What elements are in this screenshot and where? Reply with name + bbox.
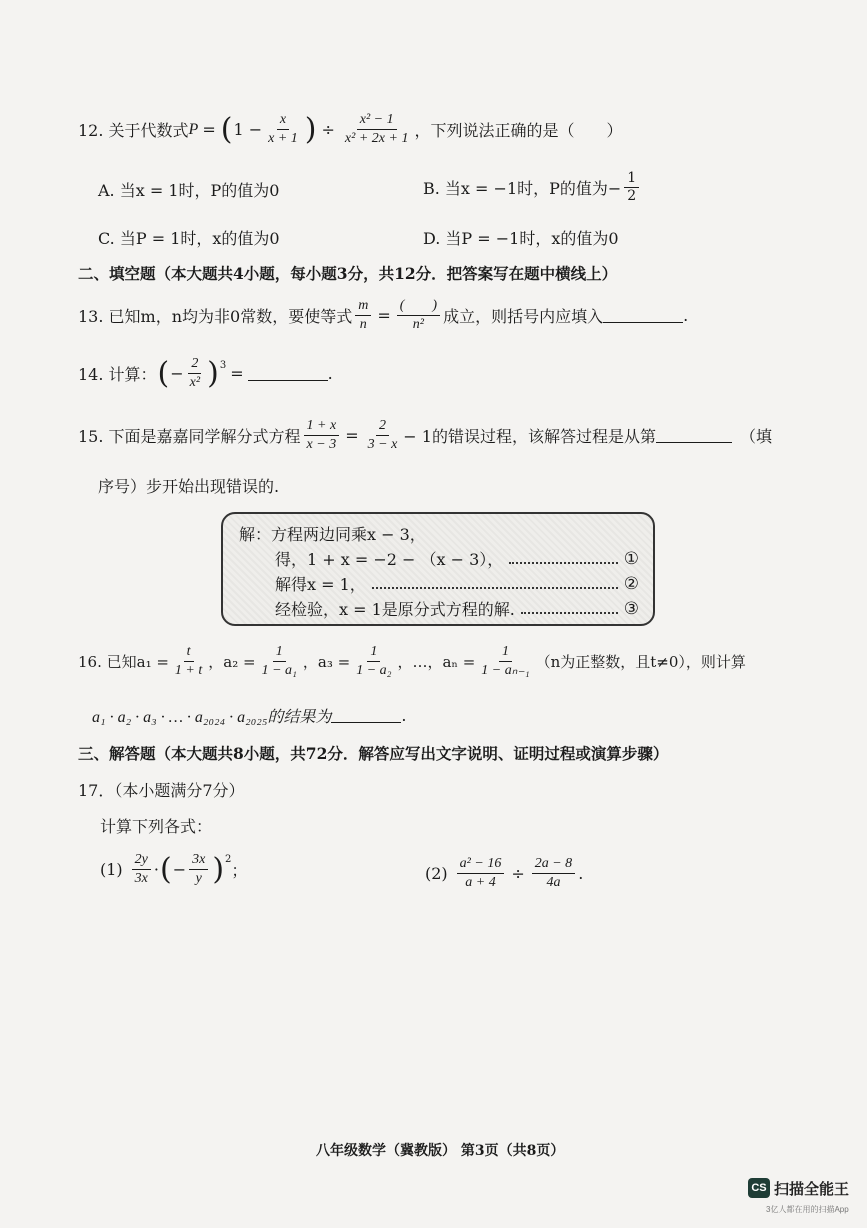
q15-stem bbox=[78, 418, 772, 453]
q13-frac-2 bbox=[397, 298, 440, 333]
q12-f2-num: x² − 1 bbox=[357, 112, 397, 130]
q14-neg: − bbox=[170, 364, 184, 384]
q13-frac-1 bbox=[355, 298, 371, 333]
section-2-title: 二、填空题（本大题共4小题，每小题3分，共12分．把答案写在题中横线上） bbox=[78, 264, 618, 283]
q15-frac-1 bbox=[304, 418, 340, 453]
q13-stem bbox=[78, 298, 688, 333]
q17-p2-frac-1 bbox=[457, 856, 505, 891]
q12-option-b-num: 1 bbox=[624, 170, 639, 188]
q12-frac-2 bbox=[342, 112, 412, 147]
q16-a3: ，a₃ = bbox=[302, 653, 351, 672]
section-3-title: 三、解答题（本大题共8小题，共72分．解答应写出文字说明、证明过程或演算步骤） bbox=[78, 744, 669, 763]
q14-exp: 3 bbox=[219, 360, 227, 371]
q13-f1-num: m bbox=[355, 298, 371, 316]
q15-tail2: （填 bbox=[739, 427, 772, 447]
q16-frac-4 bbox=[478, 644, 532, 679]
q17-p1-neg: − bbox=[172, 860, 187, 880]
q16-f3-den: 1 − a₂ bbox=[356, 662, 392, 678]
q16-an: ，…，aₙ = bbox=[397, 653, 476, 672]
q16-line2-text: a₁ · a₂ · a₃ · … · a₂₀₂₄ · a₂₀₂₅的结果为 bbox=[92, 709, 332, 726]
q17-p2-f1-num: a² − 16 bbox=[457, 856, 505, 874]
step-marker-1: ① bbox=[623, 548, 639, 569]
q13-f2-den: n² bbox=[412, 316, 424, 332]
solution-line-1 bbox=[239, 522, 426, 545]
q12-option-b bbox=[423, 170, 642, 205]
q15-eq: = bbox=[345, 426, 359, 446]
q12-tail: ，下列说法正确的是（ ） bbox=[414, 121, 623, 141]
q12-option-b-frac bbox=[624, 170, 639, 205]
q12-f1-den: x + 1 bbox=[268, 130, 298, 146]
q14-f-num: 2 bbox=[188, 356, 201, 374]
q12-div: ÷ bbox=[321, 120, 335, 140]
q12-f1-num: x bbox=[277, 112, 289, 130]
camscanner-logo-icon: CS bbox=[748, 1178, 770, 1198]
q13-answer-blank[interactable] bbox=[603, 308, 683, 323]
q15-frac-2 bbox=[365, 418, 401, 453]
solution-line-4-text: 经检验，x = 1是原分式方程的解. bbox=[275, 600, 515, 619]
q17-p1-dot: · bbox=[153, 860, 159, 880]
q17-p1-f2-num: 3x bbox=[189, 852, 208, 870]
q14-lead: 14. 计算： bbox=[78, 365, 157, 385]
q16-answer-blank[interactable] bbox=[331, 708, 401, 723]
q17-part-2-label: (2) bbox=[425, 864, 448, 884]
q16-stem bbox=[78, 644, 746, 679]
q12-eq: = bbox=[202, 120, 216, 140]
q16-lead: 16. 已知a₁ = bbox=[78, 653, 169, 672]
q17-part-1-label: (1) bbox=[100, 860, 123, 880]
q14-f-den: x² bbox=[189, 374, 201, 390]
q15-line2: 序号）步开始出现错误的. bbox=[98, 477, 280, 496]
q16-f3-num: 1 bbox=[367, 644, 380, 662]
page-footer: 八年级数学（冀教版） 第3页（共8页） bbox=[316, 1143, 565, 1159]
q12-option-b-text: B. 当x = −1时，P的值为− bbox=[423, 179, 622, 199]
q17-part-2 bbox=[425, 856, 583, 891]
q16-a2: ，a₂ = bbox=[208, 653, 256, 672]
right-paren: ) bbox=[304, 111, 317, 147]
q17-p1-f1-den: 3x bbox=[134, 870, 148, 886]
q16-f1-den: 1 + t bbox=[174, 662, 203, 678]
q12-f2-den: x² + 2x + 1 bbox=[344, 130, 409, 146]
q17-p2-f1-den: a + 4 bbox=[465, 874, 496, 890]
step-marker-2: ② bbox=[623, 573, 639, 594]
q15-answer-blank[interactable] bbox=[656, 428, 732, 443]
solution-line-1-text: 解：方程两边同乘x − 3， bbox=[239, 525, 426, 544]
q14-answer-blank[interactable] bbox=[248, 366, 328, 381]
q12-frac-1 bbox=[265, 112, 301, 147]
q17-instruction: 计算下列各式： bbox=[100, 817, 213, 836]
q15-f2-den: 3 − x bbox=[367, 436, 398, 452]
q12-option-c: C. 当P = 1时，x的值为0 bbox=[98, 229, 280, 248]
q12-option-b-den: 2 bbox=[627, 187, 637, 204]
q17-p1-f2-den: y bbox=[195, 870, 202, 886]
left-paren: ( bbox=[157, 355, 170, 391]
q15-f1-num: 1 + x bbox=[304, 418, 340, 436]
q17-p1-f1-num: 2y bbox=[132, 852, 151, 870]
right-paren: ) bbox=[212, 851, 225, 887]
q16-tail: （n为正整数，且t≠0），则计算 bbox=[535, 653, 746, 672]
q17-head: 17．（本小题满分7分） bbox=[78, 781, 245, 800]
q16-f4-num: 1 bbox=[499, 644, 512, 662]
dotted-leader bbox=[521, 612, 618, 614]
q17-p1-frac-2 bbox=[189, 852, 208, 887]
solution-line-3 bbox=[275, 572, 639, 595]
solution-line-2 bbox=[275, 547, 639, 570]
q13-tail: 成立，则括号内应填入 bbox=[443, 307, 604, 327]
left-paren: ( bbox=[220, 111, 233, 147]
q17-p1-frac-1 bbox=[132, 852, 151, 887]
q13-eq: = bbox=[377, 306, 391, 326]
q16-frac-1 bbox=[172, 644, 205, 679]
q12-lead: 12. 关于代数式 bbox=[78, 121, 189, 141]
q12-P: P bbox=[188, 120, 199, 138]
q16-frac-3 bbox=[353, 644, 394, 679]
q13-lead: 13. 已知m，n均为非0常数，要使等式 bbox=[78, 307, 353, 327]
q16-frac-2 bbox=[259, 644, 300, 679]
solution-line-2-text: 得，1 + x = −2 − （x − 3）， bbox=[275, 550, 504, 569]
step-marker-3: ③ bbox=[623, 598, 639, 619]
q12-option-a: A. 当x = 1时，P的值为0 bbox=[98, 181, 280, 200]
solution-line-3-text: 解得x = 1， bbox=[275, 575, 366, 594]
q12-option-d: D. 当P = −1时，x的值为0 bbox=[423, 229, 619, 248]
q17-p2-f2-num: 2a − 8 bbox=[532, 856, 575, 874]
q17-p2-div: ÷ bbox=[511, 864, 525, 884]
q17-p2-f2-den: 4a bbox=[546, 874, 561, 890]
dotted-leader bbox=[509, 562, 617, 564]
right-paren: ) bbox=[207, 355, 219, 391]
q16-f1-num: t bbox=[184, 644, 194, 662]
q13-f1-den: n bbox=[359, 316, 367, 332]
watermark-brand: 扫描全能王 bbox=[774, 1181, 850, 1198]
q14-end: . bbox=[327, 364, 333, 384]
q16-f2-num: 1 bbox=[273, 644, 286, 662]
solution-line-4 bbox=[275, 597, 639, 620]
q15-f2-num: 2 bbox=[376, 418, 389, 436]
left-paren: ( bbox=[159, 851, 172, 887]
q14-stem bbox=[78, 356, 333, 391]
q15-lead: 15. 下面是嘉嘉同学解分式方程 bbox=[78, 427, 301, 447]
q16-line2 bbox=[92, 704, 407, 727]
q14-eq: = bbox=[230, 364, 244, 384]
q12-one-minus: 1 − bbox=[233, 120, 263, 140]
q17-p1-exp: 2 bbox=[225, 854, 232, 865]
q15-f1-den: x − 3 bbox=[306, 436, 337, 452]
q17-part-1 bbox=[100, 852, 247, 887]
q13-f2-num: ( ) bbox=[397, 298, 440, 316]
q16-f2-den: 1 − a₁ bbox=[261, 662, 297, 678]
q16-f4-den: 1 − aₙ₋₁ bbox=[481, 662, 530, 678]
q16-end: . bbox=[401, 706, 407, 725]
q17-p2-end: . bbox=[578, 864, 584, 884]
q17-p2-frac-2 bbox=[532, 856, 575, 891]
dotted-leader bbox=[372, 587, 618, 589]
q12-stem bbox=[78, 112, 622, 147]
q17-p1-end: ； bbox=[231, 861, 248, 881]
q15-tail: − 1的错误过程，该解答过程是从第 bbox=[403, 427, 656, 447]
q13-end: . bbox=[683, 306, 689, 326]
q14-frac bbox=[187, 356, 203, 391]
solution-box bbox=[221, 512, 655, 626]
watermark-subtitle: 3亿人都在用的扫描App bbox=[766, 1205, 849, 1214]
